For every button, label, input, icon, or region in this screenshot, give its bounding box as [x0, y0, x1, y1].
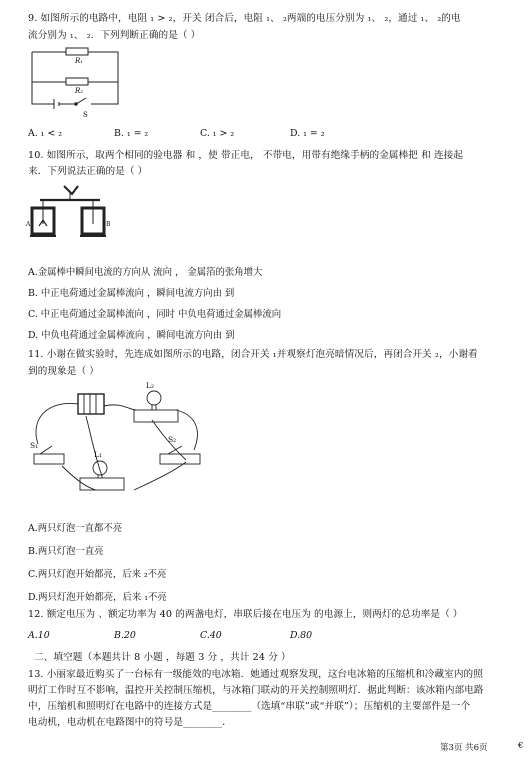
q12-option-c: C.40 [200, 630, 222, 641]
q10-option-b: B. 中正电荷通过金属棒流向 ，瞬间电流方向由 到 [28, 288, 235, 299]
battery-icon [54, 99, 59, 109]
q9-stem-line1: 9. 如图所示的电路中，电阻 ₁ > ₂，开关 闭合后，电阻 ₁、 ₂两端的电压分别为 ₁、 ₂，通过 ₁、 ₂的电 [28, 13, 461, 24]
label-b: B [106, 221, 111, 228]
switch-s2-icon [160, 454, 200, 464]
edge-mark: € [518, 741, 524, 751]
label-r2: R₂ [75, 87, 84, 95]
lamp-l2-base [134, 410, 178, 422]
q13-line2: 明灯工作时互不影响，温控开关控制压缩机，与冰箱门联动的开关控制照明灯．据此判断：该冰箱内部电路 [28, 685, 484, 696]
q12-option-d: D.80 [290, 630, 313, 641]
label-s2: S₂ [168, 435, 177, 444]
label-l2: L₂ [146, 381, 154, 390]
battery-icon [78, 394, 104, 414]
q9-circuit-figure [26, 46, 126, 118]
q13-line4: 电动机，电动机在电路图中的符号是________． [28, 717, 232, 728]
label-a: A [26, 221, 31, 228]
page-number: 第3页 共6页 [440, 743, 488, 753]
q13-line3: 中，压缩机和照明灯在电路中的连接方式是________（选填“串联”或“并联”）；压缩机的主要部件是一个 [28, 701, 471, 712]
q9-option-a: A. ₁ < ₂ [28, 128, 63, 139]
label-l1: L₁ [94, 450, 102, 459]
q9-option-c: C. ₁ > ₂ [200, 128, 235, 139]
q10-option-d: D. 中负电荷通过金属棒流向 ，瞬间电流方向由 到 [28, 330, 235, 341]
q10-option-c: C. 中正电荷通过金属棒流向 ，同时 中负电荷通过金属棒流向 [28, 309, 282, 320]
switch-icon [59, 98, 86, 104]
label-s: S [83, 111, 88, 118]
q11-option-d: D.两只灯泡开始都亮，后来 ₁不亮 [28, 592, 167, 603]
switch-s1-icon [34, 454, 64, 464]
section-heading: 二、填空题（本题共计 8 小题 ，每题 3 分 ，共计 24 分 ） [34, 652, 291, 663]
q9-option-d: D. ₁ = ₂ [290, 128, 325, 139]
resistor-r1-icon [66, 48, 88, 55]
q11-stem-line2: 到的现象是（ ） [28, 366, 100, 377]
bulb-l2-icon [147, 391, 161, 405]
q11-stem-line1: 11. 小谢在做实验时，先连成如图所示的电路，闭合开关 ₁并观察灯泡亮暗情况后，再闭合开关 ₂，小谢看 [28, 349, 478, 360]
q11-option-a: A.两只灯泡一直都不亮 [28, 523, 123, 534]
resistor-r2-icon [66, 78, 88, 85]
q11-option-b: B.两只灯泡一直亮 [28, 546, 104, 557]
q9-stem-line2: 流分别为 ₁、 ₂．下列判断正确的是（ ） [28, 30, 201, 41]
q10-option-a: A.金属棒中瞬间电流的方向从 流向 ， 金属箔的张角增大 [28, 267, 263, 278]
lamp-l1-base [80, 478, 124, 490]
q12-option-a: A.10 [28, 630, 50, 641]
q11-option-c: C.两只灯泡开始都亮，后来 ₂不亮 [28, 569, 167, 580]
q11-circuit-figure [26, 380, 226, 508]
q13-line1: 13. 小丽家最近购买了一台标有一级能效的电冰箱．她通过观察发现，这台电冰箱的压缩机和冷藏室内的照 [28, 669, 483, 680]
label-s1: S₁ [30, 441, 39, 450]
q12-option-b: B.20 [114, 630, 136, 641]
q10-stem-line2: 来．下列说法正确的是（ ） [28, 166, 148, 177]
q10-stem-line1: 10. 如图所示，取两个相同的验电器 和 ，使 带正电， 不带电，用带有绝缘手柄的金属棒把 和 连接起 [28, 150, 464, 161]
q10-electroscope-figure [26, 182, 116, 244]
bulb-l1-icon [93, 461, 107, 475]
label-r1: R₁ [75, 57, 84, 65]
insulated-handle-icon [64, 186, 78, 194]
q12-stem: 12. 额定电压为 、额定功率为 40 的两盏电灯，串联后接在电压为 的电源上，则两灯的总功率是（ ） [28, 609, 463, 620]
q9-option-b: B. ₁ = ₂ [114, 128, 149, 139]
